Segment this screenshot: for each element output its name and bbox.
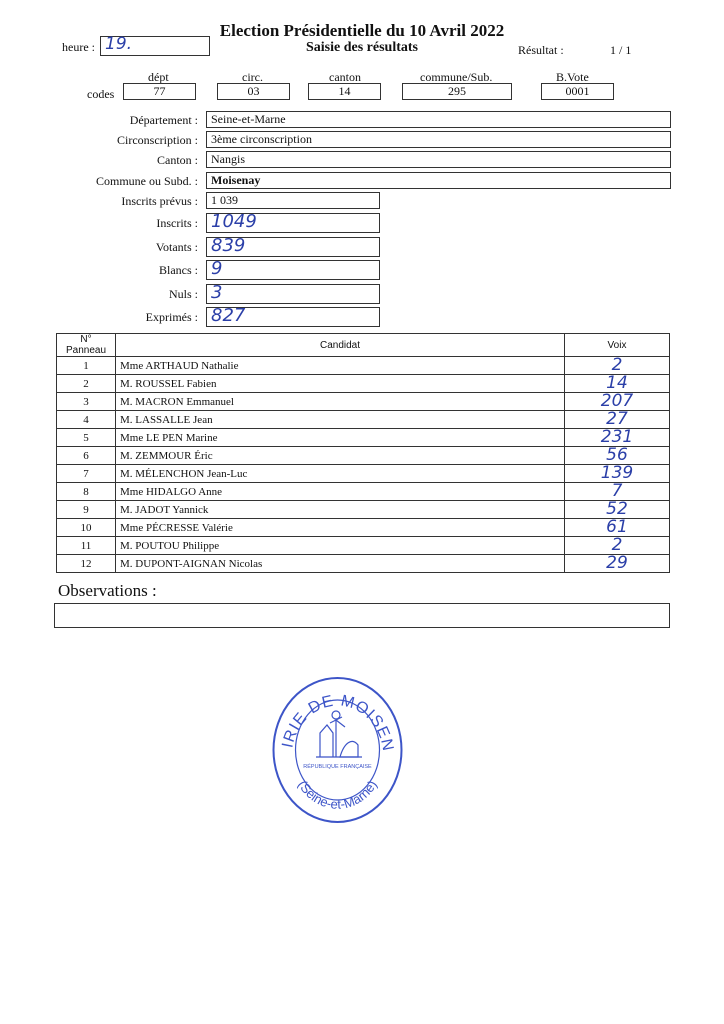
votants-label: Votants : <box>155 240 198 254</box>
inscrits-value: 1049 <box>211 211 257 232</box>
row-num: 2 <box>57 375 116 393</box>
col-voix: Voix <box>565 334 670 357</box>
row-voix: 231 <box>600 427 634 447</box>
col-panneau: N° Panneau <box>57 334 116 357</box>
stamp-text-bottom: (Seine-et-Marne) <box>295 777 380 812</box>
row-num: 10 <box>57 519 116 537</box>
commune-code-field[interactable]: 295 <box>402 83 512 100</box>
nuls-field[interactable] <box>206 284 380 304</box>
departement-field[interactable]: Seine-et-Marne <box>206 111 671 128</box>
row-voix: 139 <box>600 463 634 483</box>
heure-value: 19. <box>105 34 133 54</box>
observations-label: Observations : <box>58 581 157 600</box>
row-num: 7 <box>57 465 116 483</box>
inscrits-field[interactable] <box>206 213 380 233</box>
row-voix: 52 <box>606 499 628 519</box>
row-num: 5 <box>57 429 116 447</box>
codes-row-label: codes <box>87 87 115 101</box>
dept-field[interactable]: 77 <box>123 83 196 100</box>
dept-label: dépt <box>148 70 169 84</box>
mairie-stamp <box>270 675 405 825</box>
nuls-label: Nuls : <box>168 287 198 301</box>
row-voix: 27 <box>606 409 628 429</box>
row-voix-cell[interactable] <box>565 447 670 465</box>
row-candidate: M. POUTOU Philippe <box>116 537 565 555</box>
departement-label: Département : <box>129 113 198 127</box>
document-subtitle: Saisie des résultats <box>306 40 418 55</box>
row-voix-cell[interactable] <box>565 375 670 393</box>
table-row <box>57 501 670 519</box>
results-table <box>56 333 670 573</box>
table-header-row <box>57 334 670 357</box>
exprimes-label: Exprimés : <box>145 310 198 324</box>
row-num: 3 <box>57 393 116 411</box>
row-candidate: Mme ARTHAUD Nathalie <box>116 357 565 375</box>
commune-label: Commune ou Subd. : <box>95 174 198 188</box>
observations-field[interactable] <box>54 603 670 628</box>
row-candidate: M. JADOT Yannick <box>116 501 565 519</box>
inscrits-prevus-field[interactable]: 1 039 <box>206 192 380 209</box>
circ-label: circ. <box>242 70 263 84</box>
table-row <box>57 483 670 501</box>
row-num: 6 <box>57 447 116 465</box>
row-voix: 7 <box>611 481 623 501</box>
canton-code-field[interactable]: 14 <box>308 83 381 100</box>
row-voix-cell[interactable] <box>565 429 670 447</box>
circ-field[interactable]: 03 <box>217 83 290 100</box>
row-voix-cell[interactable] <box>565 519 670 537</box>
row-candidate: M. DUPONT-AIGNAN Nicolas <box>116 555 565 573</box>
blancs-field[interactable] <box>206 260 380 280</box>
heure-label: heure : <box>62 40 95 54</box>
row-candidate: M. ROUSSEL Fabien <box>116 375 565 393</box>
canton-label: Canton : <box>157 153 198 167</box>
nuls-value: 3 <box>211 282 223 303</box>
inscrits-prevus-label: Inscrits prévus : <box>121 194 198 208</box>
commune-field[interactable]: Moisenay <box>206 172 671 189</box>
row-num: 8 <box>57 483 116 501</box>
row-voix: 2 <box>611 535 623 555</box>
table-row <box>57 519 670 537</box>
stamp-banner: RÉPUBLIQUE FRANÇAISE <box>303 764 372 770</box>
row-candidate: Mme HIDALGO Anne <box>116 483 565 501</box>
table-row <box>57 537 670 555</box>
row-num: 1 <box>57 357 116 375</box>
row-voix-cell[interactable] <box>565 411 670 429</box>
commune-code-label: commune/Sub. <box>420 70 493 84</box>
stamp-seal-icon <box>270 675 405 825</box>
table-row <box>57 447 670 465</box>
bvote-field[interactable]: 0001 <box>541 83 614 100</box>
row-voix-cell[interactable] <box>565 465 670 483</box>
table-row <box>57 465 670 483</box>
row-candidate: M. MACRON Emmanuel <box>116 393 565 411</box>
resultat-label: Résultat : <box>518 43 564 57</box>
bvote-label: B.Vote <box>556 70 589 84</box>
row-num: 4 <box>57 411 116 429</box>
row-candidate: M. MÉLENCHON Jean-Luc <box>116 465 565 483</box>
document-title: Election Présidentielle du 10 Avril 2022 <box>219 21 505 40</box>
row-num: 11 <box>57 537 116 555</box>
row-voix-cell[interactable] <box>565 357 670 375</box>
row-voix-cell[interactable] <box>565 483 670 501</box>
blancs-value: 9 <box>211 258 223 279</box>
row-voix-cell[interactable] <box>565 501 670 519</box>
circonscription-label: Circonscription : <box>117 133 198 147</box>
table-row <box>57 393 670 411</box>
row-candidate: M. LASSALLE Jean <box>116 411 565 429</box>
row-num: 9 <box>57 501 116 519</box>
row-voix-cell[interactable] <box>565 537 670 555</box>
table-row <box>57 429 670 447</box>
table-row <box>57 555 670 573</box>
stamp-text-top: IRIE DE MOISEN <box>279 692 397 754</box>
canton-field[interactable]: Nangis <box>206 151 671 168</box>
circonscription-field[interactable]: 3ème circonscription <box>206 131 671 148</box>
col-candidat: Candidat <box>116 334 565 357</box>
votants-value: 839 <box>211 235 246 256</box>
exprimes-field[interactable] <box>206 307 380 327</box>
row-voix: 56 <box>606 445 628 465</box>
row-candidate: Mme PÉCRESSE Valérie <box>116 519 565 537</box>
row-voix-cell[interactable] <box>565 555 670 573</box>
row-candidate: Mme LE PEN Marine <box>116 429 565 447</box>
table-row <box>57 375 670 393</box>
heure-field[interactable] <box>100 36 210 56</box>
row-voix: 61 <box>606 517 628 537</box>
row-voix: 14 <box>606 373 628 393</box>
resultat-value: 1 / 1 <box>610 43 632 57</box>
row-voix: 207 <box>600 391 634 411</box>
table-row <box>57 357 670 375</box>
table-row <box>57 411 670 429</box>
votants-field[interactable] <box>206 237 380 257</box>
row-voix-cell[interactable] <box>565 393 670 411</box>
canton-code-label: canton <box>329 70 361 84</box>
row-candidate: M. ZEMMOUR Éric <box>116 447 565 465</box>
inscrits-label: Inscrits : <box>156 216 198 230</box>
row-num: 12 <box>57 555 116 573</box>
row-voix: 2 <box>611 355 623 375</box>
blancs-label: Blancs : <box>159 263 198 277</box>
exprimes-value: 827 <box>211 305 246 326</box>
row-voix: 29 <box>606 553 628 573</box>
